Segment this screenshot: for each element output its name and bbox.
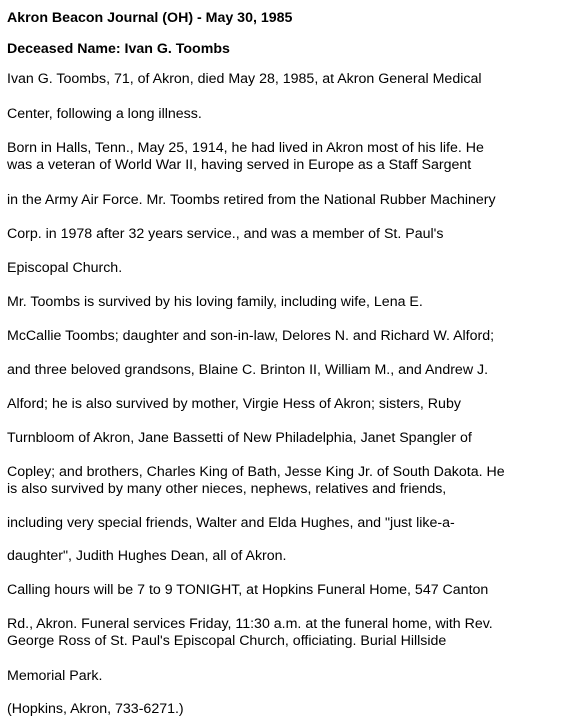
obituary-line: Corp. in 1978 after 32 years service., and was a member of St. Paul's [7,226,444,242]
deceased-name-heading: Deceased Name: Ivan G. Toombs [7,41,230,57]
newspaper-source-heading: Akron Beacon Journal (OH) - May 30, 1985 [7,10,293,26]
obituary-line: (Hopkins, Akron, 733-6271.) [7,701,184,717]
obituary-line: Mr. Toombs is survived by his loving family, including wife, Lena E. [7,294,423,310]
obituary-line: Ivan G. Toombs, 71, of Akron, died May 28, 1985, at Akron General Medical [7,71,482,87]
obituary-line: Episcopal Church. [7,260,123,276]
obituary-line: McCallie Toombs; daughter and son-in-law, Delores N. and Richard W. Alford; [7,328,495,344]
obituary-line: Born in Halls, Tenn., May 25, 1914, he had lived in Akron most of his life. He [7,140,484,156]
obituary-line: including very special friends, Walter and Elda Hughes, and "just like-a- [7,515,455,531]
obituary-line: George Ross of St. Paul's Episcopal Church, officiating. Burial Hillside [7,633,447,649]
obituary-line: Rd., Akron. Funeral services Friday, 11:30 a.m. at the funeral home, with Rev. [7,616,493,632]
obituary-line: Turnbloom of Akron, Jane Bassetti of New Philadelphia, Janet Spangler of [7,430,472,446]
obituary-line: Memorial Park. [7,668,103,684]
obituary-line: daughter", Judith Hughes Dean, all of Akron. [7,548,287,564]
obituary-line: is also survived by many other nieces, nephews, relatives and friends, [7,481,447,497]
obituary-line: Alford; he is also survived by mother, Virgie Hess of Akron; sisters, Ruby [7,396,461,412]
obituary-line: Calling hours will be 7 to 9 TONIGHT, at Hopkins Funeral Home, 547 Canton [7,582,489,598]
obituary-line: Center, following a long illness. [7,106,202,122]
obituary-line: was a veteran of World War II, having served in Europe as a Staff Sargent [7,157,472,173]
obituary-line: Copley; and brothers, Charles King of Bath, Jesse King Jr. of South Dakota. He [7,464,505,480]
obituary-line: in the Army Air Force. Mr. Toombs retired from the National Rubber Machinery [7,192,496,208]
obituary-line: and three beloved grandsons, Blaine C. Brinton II, William M., and Andrew J. [7,362,489,378]
